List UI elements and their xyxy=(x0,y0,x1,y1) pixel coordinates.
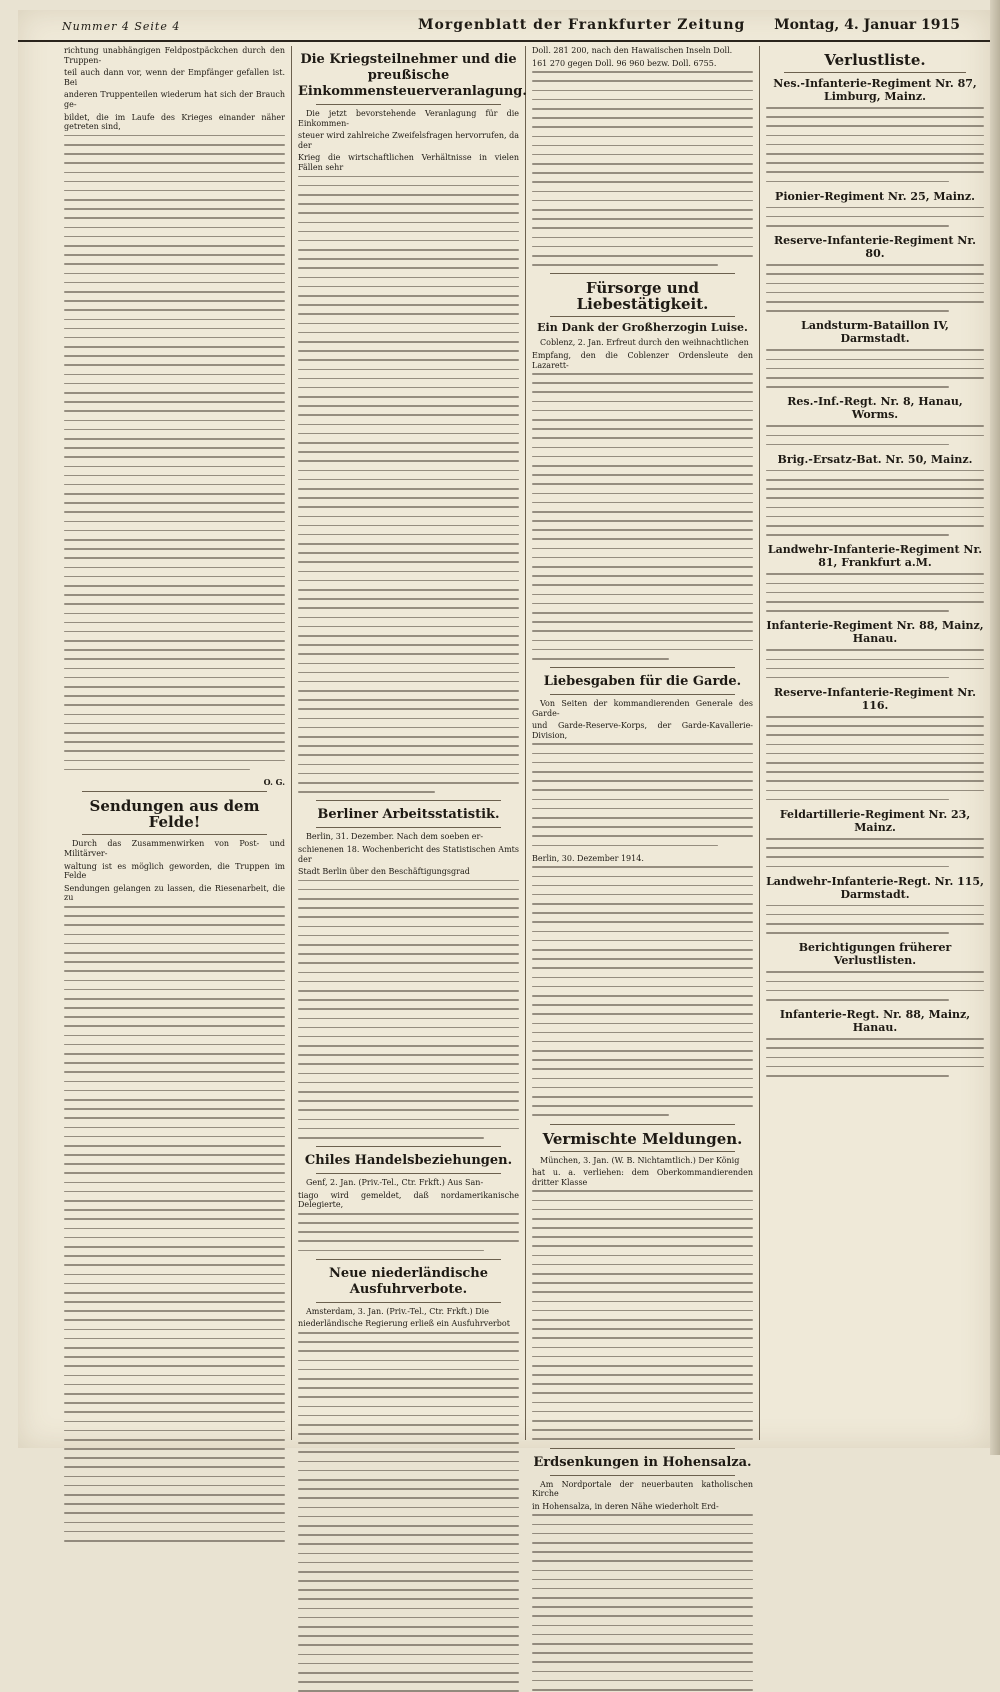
col2-headline-ausfuhrverbote: Neue niederländische Ausfuhrverbote. xyxy=(328,1265,489,1297)
col1-signature: O. G. xyxy=(263,776,285,787)
col2-kriegsteilnehmer-line-3: Krieg die wirtschaftlichen Verhältnisse in vielen Fällen sehr xyxy=(298,153,519,172)
column-3 xyxy=(526,46,760,1511)
verlustliste-section-body xyxy=(766,470,984,536)
col3-body-text-c xyxy=(532,743,753,846)
col3-body-text-f xyxy=(532,1514,753,1690)
divider xyxy=(784,72,966,73)
col2-body-text-c xyxy=(298,1213,519,1251)
verlustliste-section-title: Pionier-Regiment Nr. 25, Mainz. xyxy=(775,189,975,203)
column-1 xyxy=(58,46,292,1440)
col1-intro-line-4: bildet, die im Laufe des Krieges einander näher getreten sind, xyxy=(64,112,285,132)
divider xyxy=(316,1146,501,1147)
col3-intro-line-2: 161 270 gegen Doll. 96 960 bezw. Doll. 6755. xyxy=(532,58,717,68)
col2-ausfuhrverbote-line-2: niederländische Regierung erließ ein Ausfuhrverbot xyxy=(298,1319,510,1329)
divider xyxy=(316,1173,501,1174)
verlustliste-section-body xyxy=(766,573,984,611)
divider xyxy=(550,667,735,668)
page-edge xyxy=(990,0,1000,1455)
col3-headline-erdsenkungen: Erdsenkungen in Hohensalza. xyxy=(533,1454,752,1470)
col2-arbeitsstatistik-line-1: Berlin, 31. Dezember. Nach dem soeben er- xyxy=(306,832,484,842)
col3-intro-line-1: Doll. 281 200, nach den Hawaiischen Inseln Doll. xyxy=(532,46,733,55)
verlustliste-section-title: Landwehr-Infanterie-Regiment Nr. 81, Frankfurt a.M. xyxy=(767,543,983,570)
divider xyxy=(82,791,267,792)
verlustliste-section-title: Landwehr-Infanterie-Regt. Nr. 115, Darmstadt. xyxy=(766,874,984,901)
col3-garde-signature: Berlin, 30. Dezember 1914. xyxy=(532,853,644,863)
verlustliste-section-title: Brig.-Ersatz-Bat. Nr. 50, Mainz. xyxy=(777,452,973,466)
divider xyxy=(550,694,735,695)
verlustliste-section-body xyxy=(766,264,984,312)
verlustliste-section-body xyxy=(766,905,984,934)
col1-sendungen-line-3: Sendungen gelangen zu lassen, die Riesenarbeit, die zu xyxy=(64,883,285,903)
col2-headline-arbeitsstatistik: Berliner Arbeitsstatistik. xyxy=(317,807,500,823)
col3-headline-fuersorge: Fürsorge und Liebestätigkeit. xyxy=(576,279,709,314)
col2-body-text-a xyxy=(298,176,519,793)
divider xyxy=(316,827,501,828)
verlustliste-section-body xyxy=(766,107,984,182)
verlustliste-section-title: Infanterie-Regiment Nr. 88, Mainz, Hanau. xyxy=(766,619,984,646)
divider xyxy=(316,104,501,105)
col3-dank-line-2: Empfang, den die Coblenzer Ordensleute den Lazarett- xyxy=(532,350,753,370)
col1-sendungen-line-1: Durch das Zusammenwirken von Post- und Militärver- xyxy=(64,839,285,859)
col2-ausfuhrverbote-line-1: Amsterdam, 3. Jan. (Priv.-Tel., Ctr. Frkft.) Die xyxy=(306,1306,489,1316)
col2-body-text-d xyxy=(298,1332,519,1692)
col3-subhead-dank: Ein Dank der Großherzogin Luise. xyxy=(537,321,748,335)
verlustliste-section-title: Infanterie-Regt. Nr. 88, Mainz, Hanau. xyxy=(779,1008,971,1035)
col3-body-text-d xyxy=(532,866,753,1116)
col1-headline-sendungen: Sendungen aus dem Felde! xyxy=(89,797,260,832)
col3-body-text-e xyxy=(532,1190,753,1440)
col2-arbeitsstatistik-line-2: schienenen 18. Wochenbericht des Statistischen Amts der xyxy=(298,844,519,864)
col1-intro-line-3: anderen Truppenteilen wiederum hat sich der Brauch ge- xyxy=(64,90,285,109)
divider xyxy=(550,1448,735,1449)
col3-vermischte-line-1: München, 3. Jan. (W. B. Nichtamtlich.) Der König xyxy=(540,1155,740,1165)
column-2 xyxy=(292,46,526,1440)
col3-body-text-a xyxy=(532,71,753,266)
verlustliste-section-title: Nes.-Infanterie-Regiment Nr. 87, Limburg, Mainz. xyxy=(773,77,977,103)
col1-intro-line-2: teil auch dann vor, wenn der Empfänger gefallen ist. Bei xyxy=(64,68,285,87)
col3-erdsenkungen-line-2: in Hohensalza, in deren Nähe wiederholt Erd- xyxy=(532,1501,719,1511)
col2-headline-chile: Chiles Handelsbeziehungen. xyxy=(304,1153,513,1169)
col1-body-text-b xyxy=(64,906,285,1542)
divider xyxy=(550,273,735,274)
col2-headline-kriegsteilnehmer: Die Kriegsteilnehmer und die preußische Einkommensteuerveranlagung. xyxy=(298,52,527,99)
verlustliste-sections xyxy=(766,77,984,1077)
col2-kriegsteilnehmer-line-2: steuer wird zahlreiche Zweifelsfragen hervorrufen, da der xyxy=(298,131,519,150)
verlustliste-section-title: Berichtigungen früherer Verlustlisten. xyxy=(798,941,952,968)
verlustliste-section-body xyxy=(766,716,984,800)
divider xyxy=(550,316,735,317)
verlustliste-section-body xyxy=(766,971,984,1000)
verlustliste-section-title: Feldartillerie-Regiment Nr. 23, Mainz. xyxy=(779,807,971,834)
col3-garde-line-1: Von Seiten der kommandierenden Generale des Garde- xyxy=(532,699,753,718)
verlustliste-section-title: Res.-Inf.-Regt. Nr. 8, Hanau, Worms. xyxy=(787,395,963,422)
col1-body-text-a xyxy=(64,135,285,771)
verlustliste-section-title: Landsturm-Bataillon IV, Darmstadt. xyxy=(801,319,949,346)
newspaper-title: Morgenblatt der Frankfurter Zeitung xyxy=(418,17,746,33)
divider xyxy=(82,834,267,835)
divider xyxy=(550,1475,735,1476)
divider xyxy=(550,1124,735,1125)
col3-garde-line-2: und Garde-Reserve-Korps, der Garde-Kavallerie-Division, xyxy=(532,721,753,740)
col3-headline-vermischte: Vermischte Meldungen. xyxy=(542,1129,743,1148)
col2-body-text-b xyxy=(298,880,519,1139)
col3-headline-garde: Liebesgaben für die Garde. xyxy=(543,674,742,690)
verlustliste-section-body xyxy=(766,1038,984,1076)
newspaper-page xyxy=(18,10,990,1511)
col2-chile-line-1: Genf, 2. Jan. (Priv.-Tel., Ctr. Frkft.) Aus San- xyxy=(306,1178,484,1188)
col1-sendungen-line-2: waltung ist es möglich geworden, die Truppen im Felde xyxy=(64,861,285,881)
col3-vermischte-line-2: hat u. a. verliehen: dem Oberkommandierenden dritter Klasse xyxy=(532,1168,753,1187)
col2-arbeitsstatistik-line-3: Stadt Berlin über den Beschäftigungsgrad xyxy=(298,867,470,877)
verlustliste-section-title: Reserve-Infanterie-Regiment Nr. 80. xyxy=(774,234,976,261)
verlustliste-section-body xyxy=(766,649,984,678)
verlustliste-section-body xyxy=(766,207,984,227)
col2-kriegsteilnehmer-line-1: Die jetzt bevorstehende Veranlagung für die Einkommen- xyxy=(298,109,519,128)
divider xyxy=(550,1151,735,1152)
column-4 xyxy=(760,46,990,1440)
col3-erdsenkungen-line-1: Am Nordportale der neuerbauten katholischen Kirche xyxy=(532,1479,753,1499)
verlustliste-section-body xyxy=(766,349,984,387)
issue-number: Nummer 4 Seite 4 xyxy=(62,20,181,33)
verlustliste-section-body xyxy=(766,425,984,445)
divider xyxy=(316,1259,501,1260)
divider xyxy=(316,800,501,801)
verlustliste-section-body xyxy=(766,838,984,867)
divider xyxy=(316,1302,501,1303)
col2-chile-line-2: tiago wird gemeldet, daß nordamerikanische Delegierte, xyxy=(298,1190,519,1210)
col3-dank-line-1: Coblenz, 2. Jan. Erfreut durch den weihnachtlichen xyxy=(540,338,749,348)
col4-headline-verlustliste: Verlustliste. xyxy=(824,51,926,69)
col3-body-text-b xyxy=(532,373,753,659)
masthead xyxy=(18,10,990,42)
col1-intro-line-1: richtung unabhängigen Feldpostpäckchen durch den Truppen- xyxy=(64,46,285,65)
verlustliste-section-title: Reserve-Infanterie-Regiment Nr. 116. xyxy=(774,686,976,713)
issue-date: Montag, 4. Januar 1915 xyxy=(774,17,960,33)
